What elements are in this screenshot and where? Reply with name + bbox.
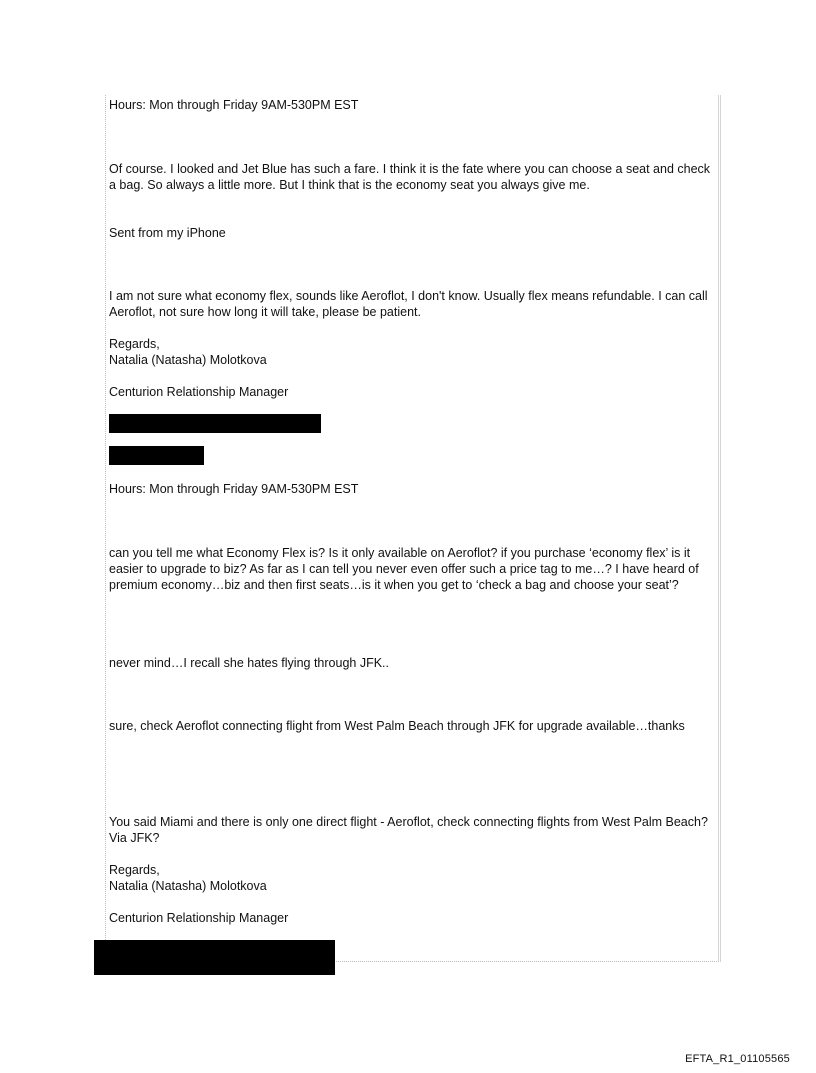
hours-line-2: Hours: Mon through Friday 9AM-530PM EST	[109, 482, 359, 496]
document-id: EFTA_R1_01105565	[685, 1053, 790, 1065]
reply-economy-flex: I am not sure what economy flex, sounds like Aeroflot, I don't know. Usually flex means refundable. I can call Aeroflot, not sure how long it will take, please be patient.	[109, 289, 708, 319]
redaction-bar	[109, 414, 321, 433]
signature-name-2: Natalia (Natasha) Molotkova	[109, 879, 267, 893]
sent-from-iphone: Sent from my iPhone	[109, 226, 226, 240]
regards-2: Regards,	[109, 863, 160, 877]
redaction-bar	[94, 940, 335, 975]
economy-flex-question: can you tell me what Economy Flex is? Is it only available on Aeroflot? if you purchase ‘economy flex’ is it easier to upgrade to biz? As far as I can tell you never even offer such a price tag to me…? I have heard of premium economy…biz and then first seats…is it when you get to ‘check a bag and choose your seat’?	[109, 546, 699, 592]
hours-line-1: Hours: Mon through Friday 9AM-530PM EST	[109, 98, 359, 112]
redaction-bar	[109, 446, 204, 465]
reply-jetblue: Of course. I looked and Jet Blue has such a fare. I think it is the fate where you can choose a seat and check a bag. So always a little more. But I think that is the economy seat you always give me.	[109, 162, 711, 192]
miami-direct-flight-message: You said Miami and there is only one direct flight - Aeroflot, check connecting flights from West Palm Beach? Via JFK?	[109, 815, 708, 845]
signature-title-2: Centurion Relationship Manager	[109, 911, 289, 925]
signature-name-1: Natalia (Natasha) Molotkova	[109, 353, 267, 367]
signature-title-1: Centurion Relationship Manager	[109, 385, 289, 399]
never-mind-message: never mind…I recall she hates flying through JFK..	[109, 656, 389, 670]
check-aeroflot-message: sure, check Aeroflot connecting flight from West Palm Beach through JFK for upgrade available…thanks	[109, 719, 685, 733]
regards-1: Regards,	[109, 337, 160, 351]
